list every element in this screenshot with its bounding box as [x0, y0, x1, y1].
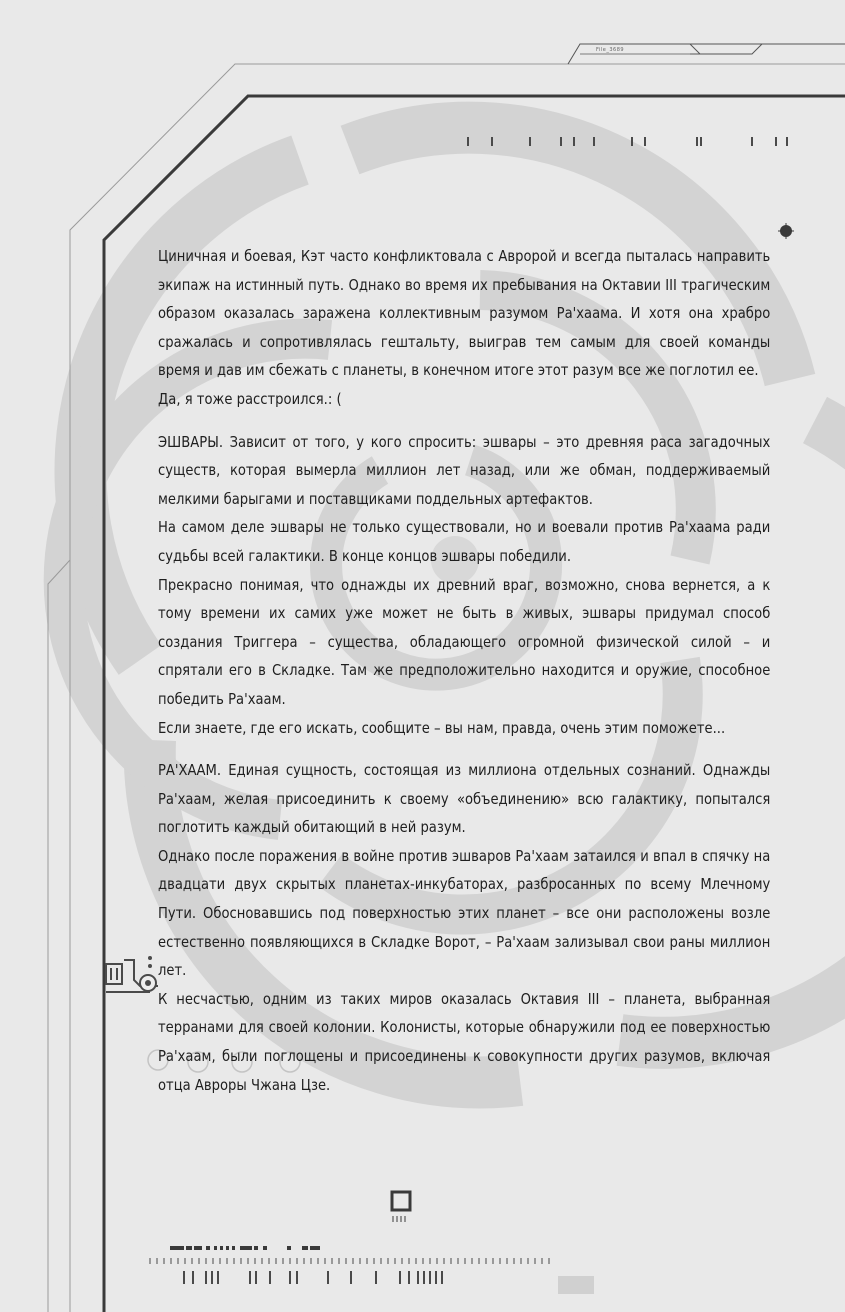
paragraph: Однако после поражения в войне против эшваров Ра'хаам затаился и впал в спячку на двадцати двух скрытых планетах-инкубаторах, разбросанных по всему Млечному Пути. Обосновавшись под поверхностью этих планет – все они расположены возле естественно появляющихся в Складке Ворот, – Ра'хаам зализывал свои раны миллион лет.: [158, 846, 771, 980]
bottom-barcode: [170, 1246, 320, 1250]
paragraph: ЭШВАРЫ. Зависит от того, у кого спросить: эшвары – это древняя раса загадочных существ, которая вымерла миллион лет назад, или же обман, поддерживаемый мелкими барыгами и поставщиками поддельных артефактов.: [158, 432, 771, 508]
bottom-tick-group: [184, 1271, 442, 1284]
bottom-block: [558, 1276, 594, 1294]
bottom-ruler: [150, 1258, 549, 1264]
file-tag: File_3689: [596, 47, 625, 53]
top-tick-marks: [468, 137, 787, 146]
target-marker-icon: [778, 223, 794, 239]
paragraph: К несчастью, одним из таких миров оказалась Октавия III – планета, выбранная терранами для своей колонии. Колонисты, которые обнаружили под ее поверхностью Ра'хаам, были поглощены и присоединены к совокупности других разумов, включая отца Авроры Чжана Цзе.: [158, 989, 771, 1094]
article-body: [158, 242, 771, 1099]
section-eshvary: [158, 428, 770, 743]
section-kat: [158, 242, 770, 414]
paragraph: Да, я тоже расстроился.: (: [158, 389, 342, 408]
paragraph: На самом деле эшвары не только существовали, но и воевали против Ра'хаама ради судьбы всей галактики. В конце концов эшвары победили.: [158, 518, 771, 565]
paragraph: Если знаете, где его искать, сообщите – вы нам, правда, очень этим поможете...: [158, 718, 726, 737]
paragraph: Прекрасно понимая, что однажды их древний враг, возможно, снова вернется, а к тому времени их самих уже может не быть в живых, эшвары придумал способ создания Триггера – существа, обладающего огромной физической силой – и спрятали его в Складке. Там же предположительно находится и оружие, способное победить Ра'хаам.: [158, 575, 771, 708]
paragraph: РА'ХААМ. Единая сущность, состоящая из миллиона отдельных сознаний. Однажды Ра'хаам, желая присоединить к своему «объединению» всю галактику, попытался поглотить каждый обитающий в ней разум.: [158, 761, 771, 837]
paragraph: Циничная и боевая, Кэт часто конфликтовала с Авророй и всегда пыталась направить экипаж на истинный путь. Однако во время их пребывания на Октавии III трагическим образом оказалась заражена коллективным разумом Ра'хаама. И хотя она храбро сражалась и сопротивлялась гештальту, выиграв тем самым для своей команды время и дав им сбежать с планеты, в конечном итоге этот разум все же поглотил ее.: [158, 247, 771, 380]
target-circle-icon: [140, 975, 156, 991]
section-rakhaam: [158, 756, 770, 1099]
square-chip-icon: [392, 1192, 410, 1222]
